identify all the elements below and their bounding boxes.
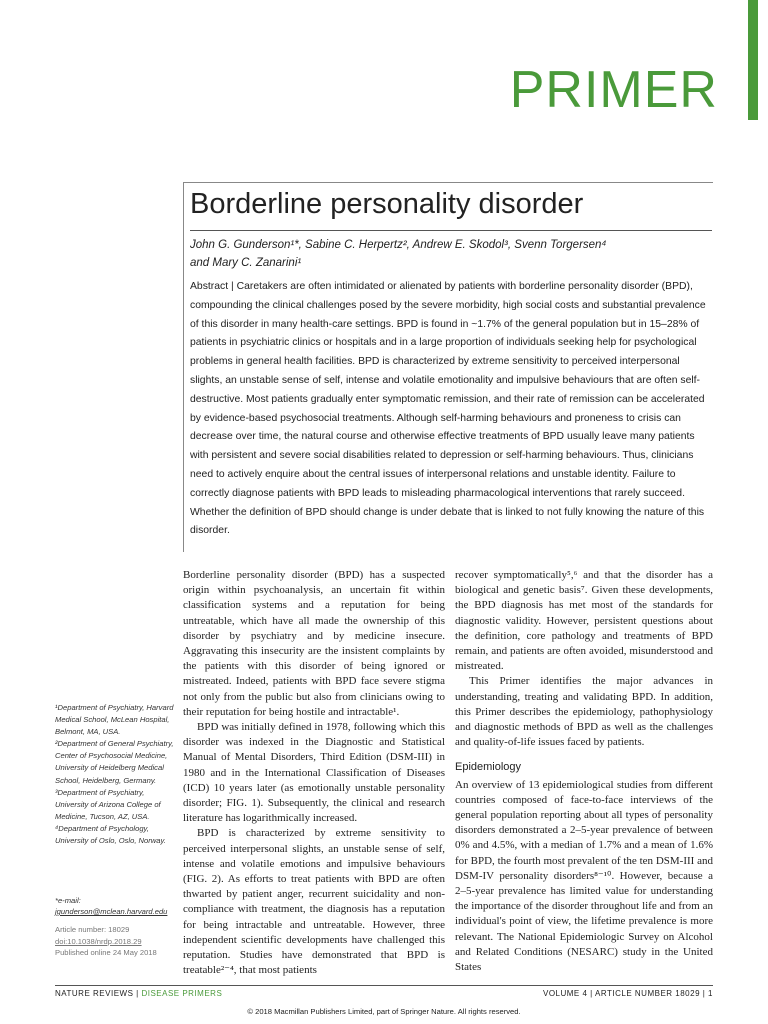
abstract-side-rule [183, 182, 184, 552]
doi-link[interactable]: doi:10.1038/nrdp.2018.29 [55, 936, 142, 946]
affiliation: ³Department of Psychiatry, University of Arizona College of Medicine, Tucson, AZ, USA. [55, 787, 161, 821]
paragraph: This Primer identifies the major advances in understanding, treating and validating BPD. In addition, this Primer describes the epidemiology, pathophysiology and diagnostic methods of BPD as well as the challenges and quality-of-life issues faced by patients. [455, 675, 713, 749]
authors-line-1: John G. Gunderson¹*, Sabine C. Herpertz², Andrew E. Skodol³, Svenn Torgersen⁴ [190, 239, 607, 251]
email-label: *e-mail: [55, 896, 81, 905]
title-rule [183, 182, 713, 183]
copyright: © 2018 Macmillan Publishers Limited, part of Springer Nature. All rights reserved. [247, 1007, 521, 1016]
journal-subtitle: DISEASE PRIMERS [141, 989, 223, 998]
affiliation: ⁴Department of Psychology, University of Oslo, Oslo, Norway. [55, 823, 166, 846]
article-number: Article number: 18029 [55, 925, 130, 934]
affiliation: ²Department of General Psychiatry, Center of Psychosocial Medicine, University of Heidelberg Medical School, Heidelberg, Germany. [55, 739, 174, 785]
journal-name [55, 989, 222, 998]
paragraph: An overview of 13 epidemiological studies from different countries composed of face-to-face interviews of the general population reporting about all types of personality disorders demonstrated a 2–5-year prevalence of between 0% and 4.5%, with a median of 1.7% and a mean of 1.6% for BPD, the fourth most prevalent of the ten DSM-III and DSM-IV personality disorders⁸⁻¹⁰. However, because a 2–5-year prevalence has limited value for understanding the importance of the disorder throughout life and from an individual's point of view, the lifetime prevalence is more relevant. The National Epidemiologic Survey on Alcohol and Related Conditions (NESARC) study in the United States [455, 778, 713, 974]
body-column-2 [455, 568, 713, 975]
journal-title: NATURE REVIEWS | [55, 989, 142, 998]
affiliations [55, 702, 175, 847]
email-link[interactable]: jgunderson@mclean.harvard.edu [55, 907, 168, 916]
paragraph: BPD is characterized by extreme sensitivity to perceived interpersonal slights, an unstable sense of self, intense and volatile emotions and impulsive behaviours (FIG. 2). As efforts to treat patients with BPD are often thwarted by patient anger, recurrent suicidality and non-compliance with treatment, the diagnosis has a reputation for being intractable and untreatable. However, three independent scientific developments have challenged this reputation. Studies have demonstrated that BPD is treatable²⁻⁴, that most patients [183, 827, 445, 977]
abstract: Abstract | Caretakers are often intimidated or alienated by patients with borderline personality disorder (BPD), compounding the clinical challenges posed by the severe morbidity, high social costs and substantial prevalence of this disorder in many health-care settings. BPD is found in ~1.7% of the general population but in 15–28% of patients in psychiatric clinics or hospitals and in a large proportion of individuals seeking help for psychological problems in general health facilities. BPD is characterized by extreme sensitivity to perceived interpersonal slights, an unstable sense of self, intense and volatile emotionality and impulsive behaviours that are often self-destructive. Most patients gradually enter symptomatic remission, and their rate of remission can be accelerated by evidence-based psychosocial treatments. Although self-harming behaviours and proneness to crisis can decrease over time, the natural course and otherwise effective treatments of BPD usually leave many patients with persistent and severe social disabilities related to depression or self-harming behaviours. Thus, clinicians need to actively enquire about the central issues of interpersonal relations and unstable identity. Failure to correctly diagnose patients with BPD leads to misleading pharmacological interventions that rarely succeed. Whether the definition of BPD should change is under debate that is linked to not fully knowing the nature of this disorder. [190, 281, 706, 537]
correspondence-email [55, 895, 175, 917]
paragraph: BPD was initially defined in 1978, following which this disorder was indexed in the Diagnostic and Statistical Manual of Mental Disorders, Third Edition (DSM-III) in 1980 and in the International Classification of Diseases (ICD) 10 years later (as emotionally unstable personality disorder; FIG. 1). Subsequently, the clinical and research literature has logarithmically increased. [183, 721, 445, 825]
published-date: Published online 24 May 2018 [55, 948, 157, 957]
section-heading: Epidemiology [455, 761, 522, 774]
affiliation: ¹Department of Psychiatry, Harvard Medical School, McLean Hospital, Belmont, MA, USA. [55, 703, 174, 737]
paragraph: Borderline personality disorder (BPD) has a suspected origin within psychoanalysis, an uncertain fit within classification systems and a reputation for being untreatable, which have all made the ownership of this disorder by psychiatry and by medicine insecure. Aggravating this insecurity are the insistent complaints by the patients with this disorder of being ignored or mistreated. Indeed, patients with BPD face severe stigma not only from the public but also from clinicians owing to their reputation for being hostile and intractable¹. [183, 569, 445, 718]
article-meta [55, 924, 180, 959]
authors-line-2: and Mary C. Zanarini¹ [190, 257, 302, 269]
article-title: Borderline personality disorder [190, 188, 584, 220]
body-column-1 [183, 568, 445, 978]
paragraph: recover symptomatically⁵,⁶ and that the disorder has a biological and genetic basis⁷. Given these developments, the BPD diagnosis has met most of the standards for diagnostic validity. However, persistent questions about the definition, core pathology and treatments of BPD remain, and patients are often avoided, misunderstood and mistreated. [455, 569, 713, 673]
author-list [190, 236, 712, 272]
accent-bar [748, 0, 758, 120]
title-underline [190, 230, 712, 231]
volume-info: VOLUME 4 | ARTICLE NUMBER 18029 | 1 [542, 989, 713, 998]
section-label: PRIMER [509, 61, 718, 119]
footer-rule [55, 985, 713, 986]
